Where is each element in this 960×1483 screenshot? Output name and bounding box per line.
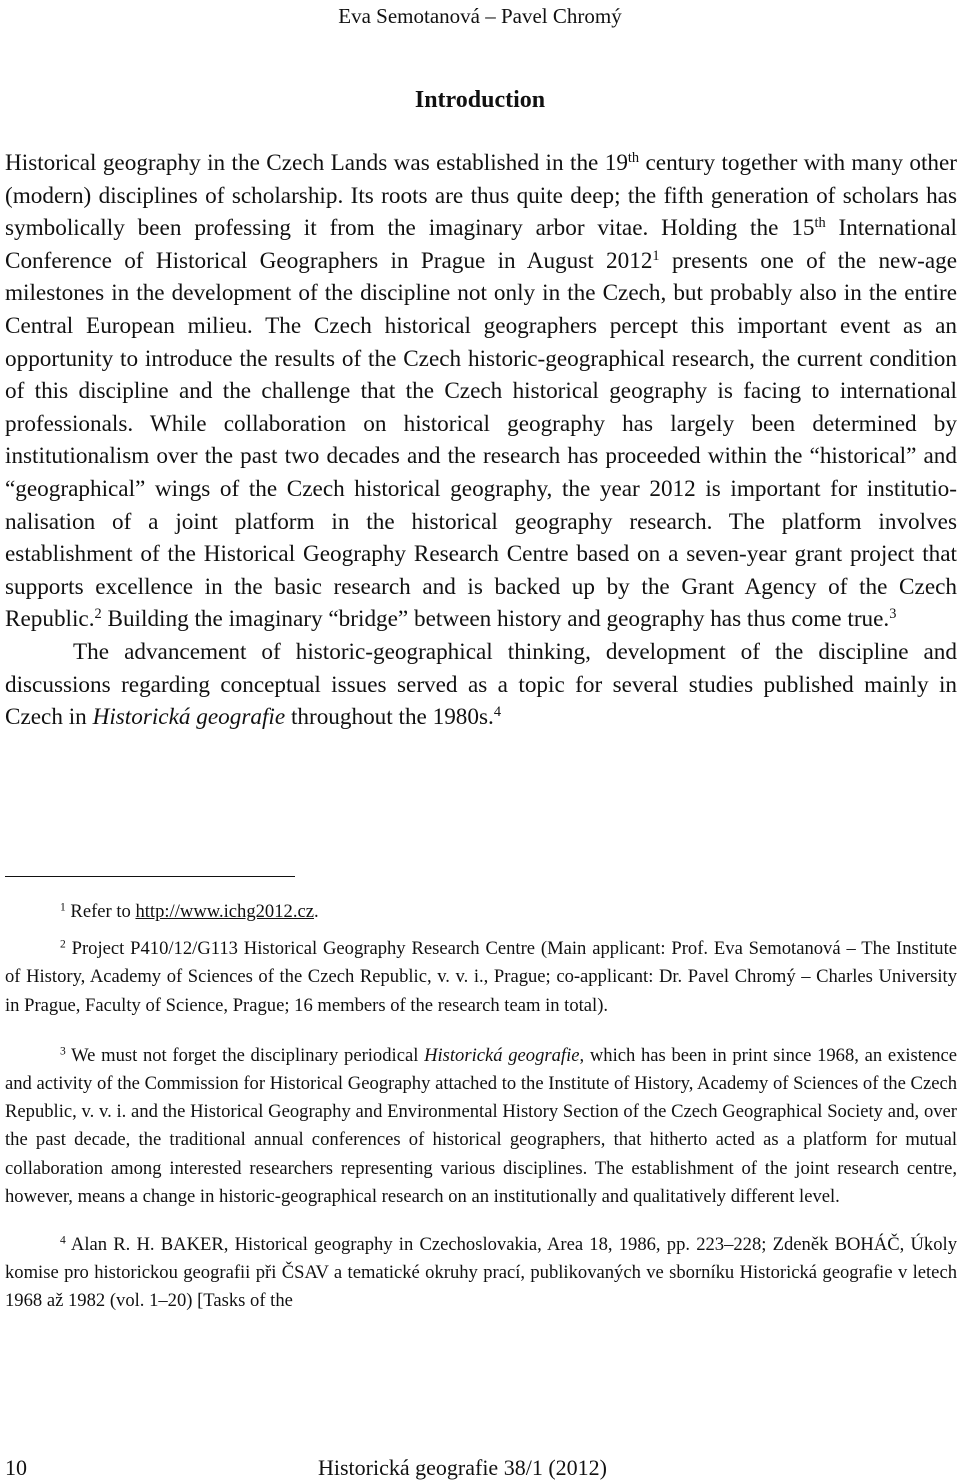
footnotes-section [5, 898, 957, 1316]
footnote-1 [5, 898, 957, 926]
superscript: th [814, 215, 826, 232]
footnote-ref-4[interactable]: 4 [493, 704, 502, 721]
text-run: Building the imaginary “bridge” between history and geography has thus come true. [101, 606, 890, 633]
footnote-number: 2 [60, 938, 66, 951]
text-run: Project P410/12/G113 Historical Geography Research Centre (Main applicant: Prof. Eva Semotanová – The Institute of History, Academy of Sciences of the Czech Republic, v. v. i., Prague; co-applicant: Dr. Pavel Chromý – Charles University in Prague, Faculty of Science, Prague; 16 members of the research team in total). [5, 938, 957, 1016]
text-run: , which has been in print since 1968, an existence and activity of the Commission for Historical Geography attached to the Institute of History, Academy of Sciences of the Czech Republic, v. v. i. and the Historical Geography and Environmental History Section of the Czech Geographical Society and, over the past decade, the traditional annual conferences of historical geographers, that hitherto acted as a platform for mutual collaboration among interested researchers representing various disciplines. The establishment of the joint research centre, however, means a change in historic-geographical research on an institutionally and qualitatively different level. [5, 1044, 958, 1207]
superscript: th [627, 150, 640, 167]
text-run: . [313, 901, 319, 922]
text-run: We must not forget the disciplinary periodical [65, 1044, 425, 1066]
running-head-authors: Eva Semotanová – Pavel Chromý [338, 4, 622, 28]
text-run: The advancement of historic-geographical thinking, development of the discipline and discussions regarding conceptual issues served as a topic for several studies published mainly in Czech in [5, 638, 957, 731]
footnote-ref-2[interactable]: 2 [94, 606, 102, 623]
footnote-2 [5, 935, 957, 1020]
footnote-number: 1 [60, 901, 66, 914]
footnote-ref-1[interactable]: 1 [652, 247, 660, 264]
text-run: Refer to [65, 901, 136, 922]
page-number: 10 [5, 1455, 27, 1480]
text-run: International Conference of Historical Geographers in Prague in August 2012 [5, 215, 957, 274]
text-run: Alan R. H. BAKER, Historical geography in Czechoslovakia, Area 18, 1986, pp. 223–228; Zdeněk BOHÁČ, Úkoly komise pro historickou geografii při ČSAV a tematické okruhy prací, publikovaných ve sborníku Historická geografie v letech 1968 až 1982 (vol. 1–20) [Tasks of the [5, 1234, 957, 1312]
footnote-separator-rule [5, 876, 295, 877]
journal-title-italic: Historická geografie [92, 704, 286, 731]
journal-title-italic: Historická geografie [424, 1044, 580, 1066]
text-run: century together with many other (modern) disciplines of scholarship. Its roots are thus quite deep; the fifth generation of scholars has symbolically been professing it from the imaginary arbor vitae. Holding the 15 [5, 150, 957, 242]
paragraph-2 [5, 636, 957, 734]
footnote-4 [5, 1231, 957, 1316]
footnote-3 [5, 1042, 957, 1211]
journal-footer: Historická geografie 38/1 (2012) [318, 1455, 607, 1480]
section-title: Introduction [414, 87, 546, 113]
text-run: throughout the 1980s. [285, 704, 494, 731]
footnote-link[interactable]: http://www.ichg2012.cz [135, 901, 314, 922]
footnote-ref-3[interactable]: 3 [889, 606, 897, 623]
main-body-text [5, 147, 957, 734]
text-run: presents one of the new-age milestones in the development of the discipline not only in the Czech, but probably also in the entire Central European milieu. The Czech historical geographers percept this important event as an opportunity to introduce the results of the Czech historic-geographical research, the current condition of this discipline and the challenge that the Czech historical geography is facing to international professionals. While collaboration on historical geography has largely been determined by institutionalism over the past two decades and the research has proceeded within the “historical” and “geographical” wings of the Czech historical geography, the year 2012 is important for institutionalisation of a joint platform in the historical geography research. The platform involves establishment of the Historical Geography Research Centre based on a seven-year grant project that supports excellence in the basic research and is backed up by the Grant Agency of the Czech Republic. [5, 247, 957, 633]
text-run: Historical geography in the Czech Lands was established in the 19 [5, 150, 628, 176]
footnote-number: 3 [60, 1045, 66, 1058]
paragraph-1 [5, 147, 957, 636]
footnote-number: 4 [60, 1234, 66, 1247]
